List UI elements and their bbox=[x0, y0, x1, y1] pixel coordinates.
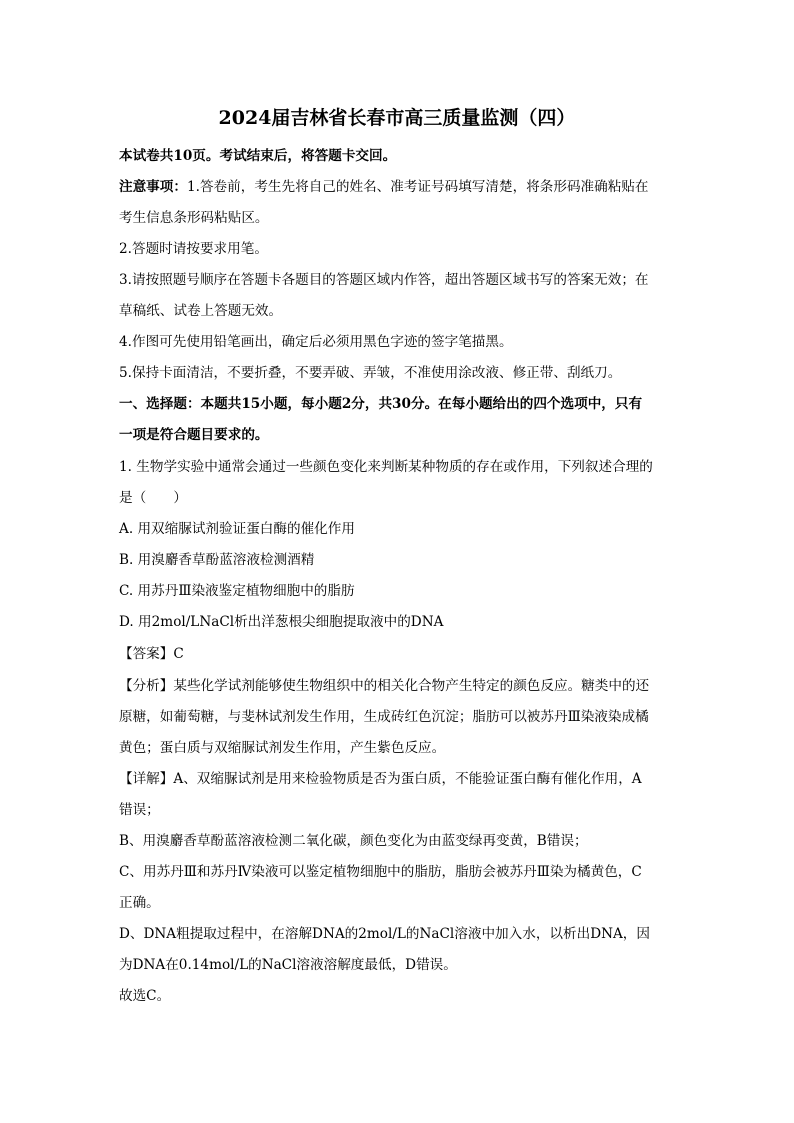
answer-line: 【答案】C bbox=[119, 646, 184, 662]
question-stem-line-2: 是（ ） bbox=[119, 490, 187, 506]
question-stem-line-1: 1. 生物学实验中通常会通过一些颜色变化来判断某种物质的存在或作用，下列叙述合理的 bbox=[119, 459, 653, 475]
notice-line-3: 2.答题时请按要求用笔。 bbox=[119, 241, 268, 257]
detail-line-3: B、用溴麝香草酚蓝溶液检测二氧化碳，颜色变化为由蓝变绿再变黄，B错误； bbox=[119, 833, 588, 849]
option-c: C. 用苏丹Ⅲ染液鉴定植物细胞中的脂肪 bbox=[119, 583, 355, 599]
analysis-line-3: 黄色；蛋白质与双缩脲试剂发生作用，产生紫色反应。 bbox=[119, 740, 446, 756]
option-a: A. 用双缩脲试剂验证蛋白酶的催化作用 bbox=[119, 521, 355, 537]
analysis-line-1: 【分析】某些化学试剂能够使生物组织中的相关化合物产生特定的颜色反应。糖类中的还 bbox=[119, 678, 650, 694]
notice-line-4: 3.请按照题号顺序在答题卡各题目的答题区域内作答，超出答题区域书写的答案无效；在 bbox=[119, 272, 649, 288]
detail-line-6: D、DNA粗提取过程中，在溶解DNA的2mol/L的NaCl溶液中加入水，以析出DNA，因 bbox=[119, 926, 650, 942]
detail-line-4: C、用苏丹Ⅲ和苏丹Ⅳ染液可以鉴定植物细胞中的脂肪，脂肪会被苏丹Ⅲ染为橘黄色，C bbox=[119, 864, 642, 880]
detail-line-1: 【详解】A、双缩脲试剂是用来检验物质是否为蛋白质，不能验证蛋白酶有催化作用，A bbox=[119, 771, 642, 787]
notice-line-5: 草稿纸、试卷上答题无效。 bbox=[119, 303, 283, 319]
section-heading-line-1: 一、选择题：本题共15小题，每小题2分，共30分。在每小题给出的四个选项中，只有 bbox=[119, 396, 643, 412]
detail-line-5: 正确。 bbox=[119, 895, 160, 911]
detail-line-2: 错误； bbox=[119, 802, 160, 818]
intro-text: 本试卷共10页。考试结束后，将答题卡交回。 bbox=[119, 148, 397, 164]
page-title: 2024届吉林省长春市高三质量监测（四） bbox=[218, 107, 576, 129]
notice-label: 注意事项： bbox=[119, 179, 187, 195]
notice-line-6: 4.作图可先使用铅笔画出，确定后必须用黑色字迹的签字笔描黑。 bbox=[119, 334, 513, 350]
option-b: B. 用溴麝香草酚蓝溶液检测酒精 bbox=[119, 552, 315, 568]
detail-line-7: 为DNA在0.14mol/L的NaCl溶液溶解度最低，D错误。 bbox=[119, 957, 457, 973]
option-d: D. 用2mol/LNaCl析出洋葱根尖细胞提取液中的DNA bbox=[119, 614, 444, 630]
section-heading-line-2: 一项是符合题目要求的。 bbox=[119, 427, 269, 443]
detail-line-8: 故选C。 bbox=[119, 988, 171, 1004]
analysis-line-2: 原糖，如葡萄糖，与斐林试剂发生作用，生成砖红色沉淀；脂肪可以被苏丹Ⅲ染液染成橘 bbox=[119, 709, 649, 725]
notice-line-1 bbox=[119, 177, 649, 197]
notice-line-7: 5.保持卡面清洁，不要折叠，不要弄破、弄皱，不准使用涂改液、修正带、刮纸刀。 bbox=[119, 365, 622, 381]
notice-line-2: 考生信息条形码粘贴区。 bbox=[119, 210, 269, 226]
notice-item: 1.答卷前，考生先将自己的姓名、准考证号码填写清楚，将条形码准确粘贴在 bbox=[186, 179, 649, 195]
